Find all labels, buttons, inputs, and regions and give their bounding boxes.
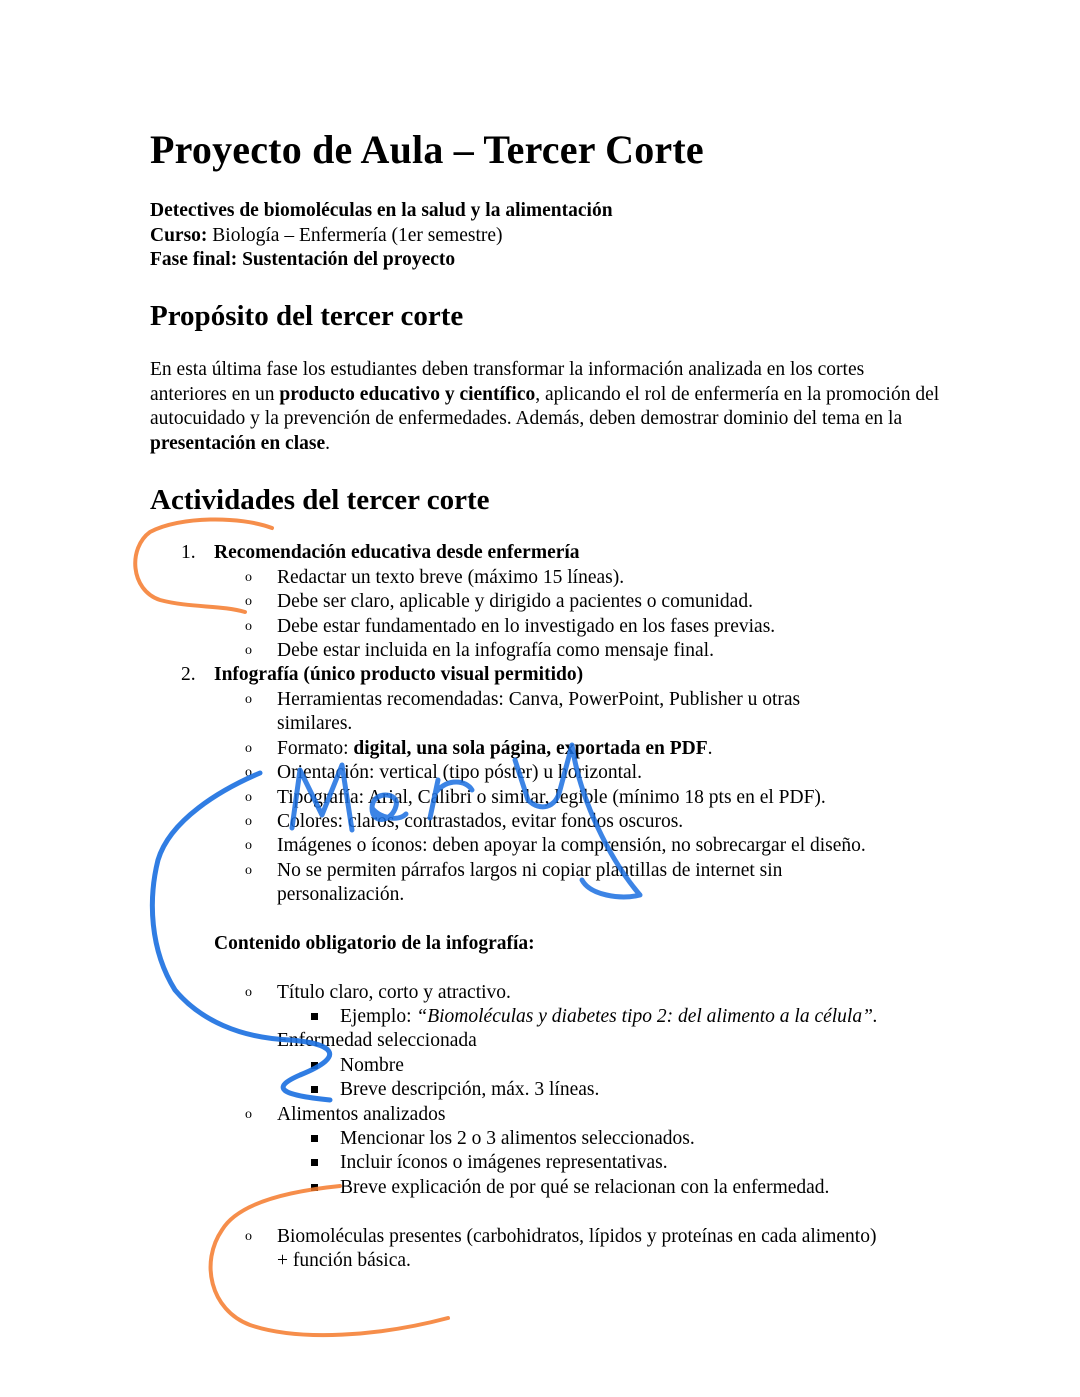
disease-sub: Nombre [340,1055,404,1076]
images-line: Imágenes o íconos: deben apoyar la comprensión, no sobrecargar el diseño. [277,835,866,856]
page-title: Proyecto de Aula – Tercer Corte [150,127,704,172]
format-line [277,737,713,762]
purpose-bold-1: producto educativo y científico [279,383,536,405]
purpose-bold-2: presentación en clase [150,432,326,454]
item1-bullet: Debe estar fundamentado en lo investigado en los fases previas. [277,616,776,637]
course-label: Curso: [150,224,208,246]
orientation-line: Orientación: vertical (tipo póster) u horizontal. [277,762,642,783]
tools-line-cont: similares. [277,713,353,734]
biomolecules-item: Biomoléculas presentes (carbohidratos, lípidos y proteínas en cada alimento) [277,1226,877,1247]
bullet-marker: o [245,790,252,805]
item2-number: 2. [181,664,196,685]
typography-line: Tipografía: Arial, Calibri o similar, legible (mínimo 18 pts en el PDF). [277,787,826,808]
square-bullet [311,1184,318,1191]
project-subtitle: Detectives de biomoléculas en la salud y la alimentación [150,200,613,221]
course-line [150,224,613,249]
purpose-text-2: , aplicando el rol de enfermería en la promoción del autocuidado y la prevención de enfermedades. Además, deben demostrar dominio del tema en la [150,383,940,430]
bullet-marker: o [245,570,252,585]
bullet-marker: o [245,814,252,829]
bullet-marker: o [245,741,252,756]
tools-line: Herramientas recomendadas: Canva, PowerPoint, Publisher u otras [277,689,801,710]
square-bullet [311,1135,318,1142]
bullet-marker: o [245,1107,252,1122]
square-bullet [311,1013,318,1020]
purpose-paragraph [150,358,940,456]
item2-title: Infografía (único producto visual permitido) [214,664,584,685]
colors-line: Colores: claros, contrastados, evitar fondos oscuros. [277,811,684,832]
purpose-heading: Propósito del tercer corte [150,300,464,332]
foods-sub: Breve explicación de por qué se relacionan con la enfermedad. [340,1177,830,1198]
no-paragraphs-line-cont: personalización. [277,884,405,905]
example-text: “Biomoléculas y diabetes tipo 2: del alimento a la célula”. [416,1006,878,1027]
bullet-marker: o [245,985,252,1000]
format-label: Formato: [277,738,354,759]
bullet-marker: o [245,619,252,634]
biomolecules-item-cont: + función básica. [277,1250,411,1271]
bullet-marker: o [245,594,252,609]
bullet-marker: o [245,765,252,780]
project-meta [150,199,613,273]
foods-item: Alimentos analizados [277,1104,446,1125]
item1-bullet: Debe ser claro, aplicable y dirigido a pacientes o comunidad. [277,591,753,612]
purpose-text-3: . [325,432,330,454]
foods-sub: Incluir íconos o imágenes representativas. [340,1152,668,1173]
bullet-marker: o [245,643,252,658]
format-end: . [707,738,713,759]
bullet-marker: o [245,1229,252,1244]
example-line [340,1005,878,1030]
item1-number: 1. [181,542,196,563]
example-label: Ejemplo: [340,1006,417,1027]
title-item: Título claro, corto y atractivo. [277,982,511,1003]
item1-bullet: Redactar un texto breve (máximo 15 líneas). [277,567,625,588]
disease-item: Enfermedad seleccionada [277,1030,477,1051]
disease-sub: Breve descripción, máx. 3 líneas. [340,1079,600,1100]
square-bullet [311,1159,318,1166]
bullet-marker: o [245,863,252,878]
item1-title: Recomendación educativa desde enfermería [214,542,580,563]
content-heading: Contenido obligatorio de la infografía: [214,933,535,954]
activities-heading: Actividades del tercer corte [150,484,490,516]
item1-bullet: Debe estar incluida en la infografía como mensaje final. [277,640,714,661]
bullet-marker: o [245,838,252,853]
format-bold: digital, una sola página, exportada en PDF [353,738,708,759]
course-value: Biología – Enfermería (1er semestre) [207,224,503,246]
foods-sub: Mencionar los 2 o 3 alimentos seleccionados. [340,1128,695,1149]
square-bullet [311,1062,318,1069]
bullet-marker: o [245,692,252,707]
purpose-text-1: En esta última fase los estudiantes deben transformar la información analizada en los cortes anteriores en un [150,359,865,405]
no-paragraphs-line: No se permiten párrafos largos ni copiar plantillas de internet sin [277,860,783,881]
square-bullet [311,1086,318,1093]
phase-line: Fase final: Sustentación del proyecto [150,249,456,271]
